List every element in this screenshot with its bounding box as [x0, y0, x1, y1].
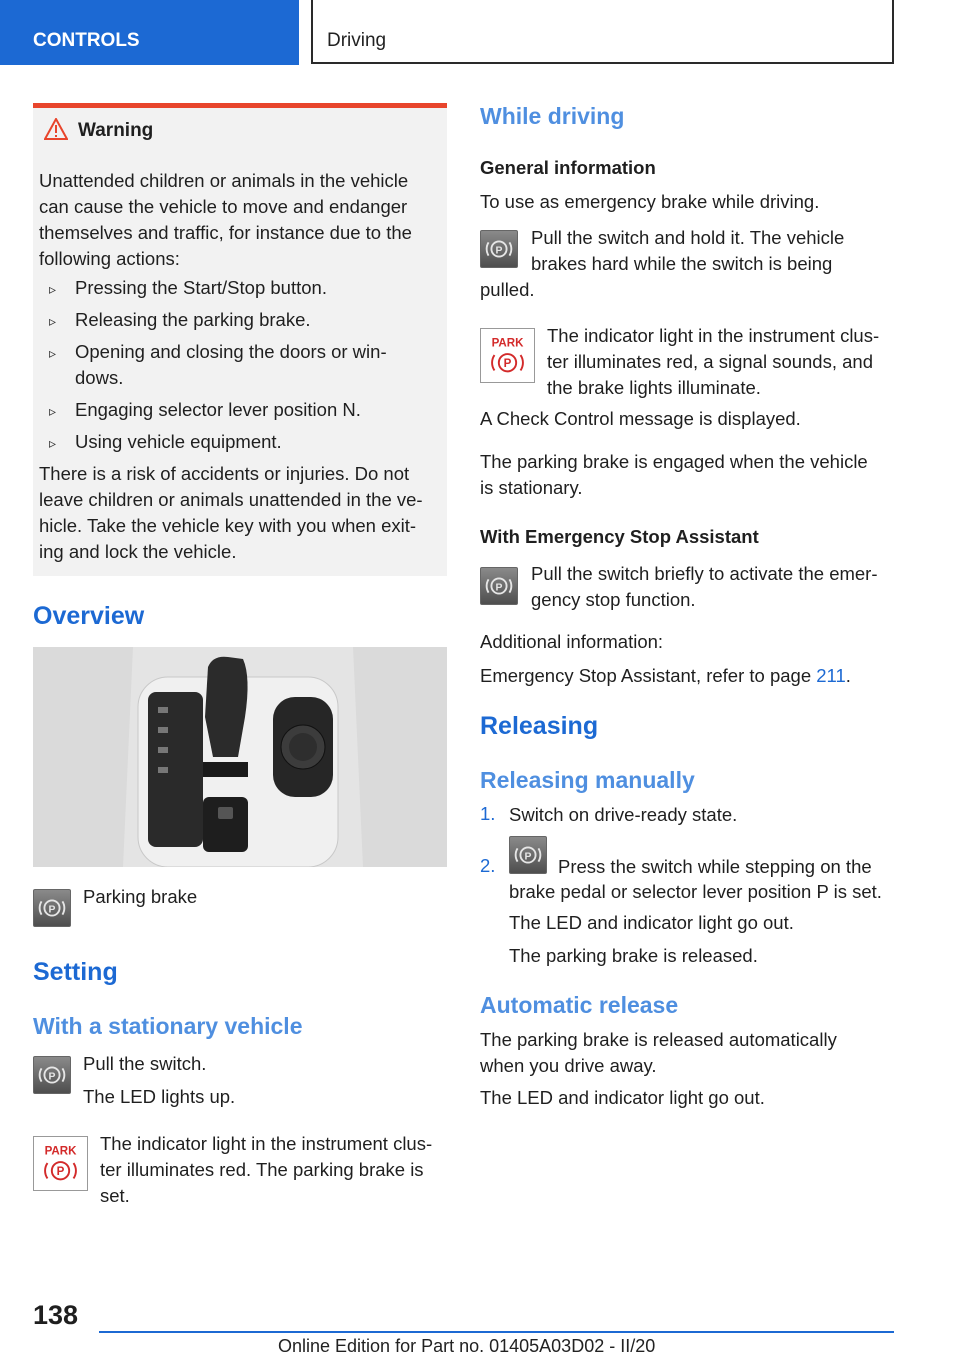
- release-step-2: Press the switch while stepping on the: [558, 856, 872, 877]
- svg-text:P: P: [48, 1071, 56, 1083]
- release-step-2-result: The parking brake is released.: [509, 945, 758, 966]
- list-item: Engaging selector lever position N.: [75, 399, 361, 420]
- overview-heading: Overview: [33, 602, 145, 630]
- releasing-heading: Releasing: [480, 712, 599, 740]
- svg-text:PARK: PARK: [44, 1145, 77, 1158]
- driving-pull-text: Pull the switch and hold it. The vehicle brakes hard while the switch is being: [531, 227, 845, 274]
- driving-pull-text-end: pulled.: [480, 279, 535, 300]
- bullet-icon: ▹: [49, 313, 57, 329]
- warning-outro: There is a risk of accidents or injuries. Do not leave children or animals unattended in the ve- hicle. Take the vehicle key with you when exit- ing and lock the vehicle.: [39, 463, 423, 562]
- warning-intro: Unattended children or animals in the vehicle can cause the vehicle to move and endanger themselves and traffic, for instance due to the following actions:: [39, 170, 412, 269]
- svg-text:P: P: [48, 904, 56, 916]
- automatic-release-heading: Automatic release: [480, 992, 679, 1018]
- footer-divider: [99, 1331, 894, 1333]
- bullet-icon: ▹: [49, 345, 57, 361]
- driving-indicator-text: The indicator light in the instrument clus- ter illuminates red, a signal sounds, and the brake lights illuminate.: [547, 325, 880, 398]
- step-number: 2.: [480, 855, 496, 876]
- step-number: 1.: [480, 803, 496, 824]
- esa-heading: With Emergency Stop Assistant: [480, 526, 759, 547]
- photo-caption: Parking brake: [83, 886, 198, 907]
- bullet-icon: ▹: [49, 435, 57, 451]
- release-step-1: Switch on drive-ready state.: [509, 804, 738, 825]
- svg-text:P: P: [495, 582, 503, 594]
- release-step-2-result: The LED and indicator light go out.: [509, 912, 794, 933]
- check-control-text: A Check Control message is displayed.: [480, 408, 801, 429]
- list-item: Using vehicle equipment.: [75, 431, 282, 452]
- center-console-photo: [33, 647, 447, 867]
- parking-brake-button-icon: [33, 889, 71, 927]
- svg-text:P: P: [495, 245, 503, 257]
- setting-indicator-text: The indicator light in the instrument clus- ter illuminates red. The parking brake is set.: [100, 1133, 433, 1206]
- engaged-text: The parking brake is engaged when the vehicle is stationary.: [480, 451, 868, 498]
- list-item: Opening and closing the doors or win- dows.: [75, 341, 387, 388]
- warning-title: Warning: [78, 120, 154, 141]
- chapter-title: Driving: [327, 30, 387, 51]
- esa-reference: Emergency Stop Assistant, refer to page 211.: [480, 665, 851, 686]
- svg-text:P: P: [503, 358, 512, 371]
- stationary-subheading: With a stationary vehicle: [33, 1013, 303, 1039]
- general-info-heading: General information: [480, 157, 656, 178]
- parking-brake-button-icon: [509, 836, 547, 874]
- svg-text:PARK: PARK: [491, 337, 524, 350]
- parking-brake-button-icon: [480, 567, 518, 605]
- setting-step: Pull the switch.: [83, 1053, 207, 1074]
- page-number: 138: [33, 1300, 79, 1330]
- warning-triangle-icon: [44, 118, 68, 140]
- esa-text: Pull the switch briefly to activate the emer- gency stop function.: [531, 563, 878, 610]
- warning-box: [33, 103, 447, 576]
- footer-edition: Online Edition for Part no. 01405A03D02 - II/20: [278, 1336, 656, 1356]
- svg-text:P: P: [524, 851, 532, 863]
- auto-release-text: The parking brake is released automatically when you drive away.: [480, 1029, 837, 1076]
- svg-text:P: P: [56, 1166, 65, 1179]
- list-item: Releasing the parking brake.: [75, 309, 311, 330]
- parking-brake-button-icon: [33, 1056, 71, 1094]
- bullet-icon: ▹: [49, 403, 57, 419]
- releasing-manually-heading: Releasing manually: [480, 767, 695, 793]
- while-driving-heading: While driving: [480, 103, 625, 129]
- chapter-tab: [311, 0, 894, 64]
- list-item: Pressing the Start/Stop button.: [75, 277, 327, 298]
- park-indicator-icon: [33, 1136, 88, 1191]
- section-tab: [0, 0, 299, 65]
- page-ref-link[interactable]: 211: [816, 665, 846, 686]
- parking-brake-button-icon: [480, 230, 518, 268]
- setting-heading: Setting: [33, 958, 118, 986]
- auto-release-end: The LED and indicator light go out.: [480, 1087, 765, 1108]
- additional-info-text: Additional information:: [480, 631, 664, 652]
- setting-step: The LED lights up.: [83, 1086, 236, 1107]
- bullet-icon: ▹: [49, 281, 57, 297]
- release-step-2-cont: brake pedal or selector lever position P is set.: [509, 881, 882, 902]
- park-indicator-icon: [480, 328, 535, 383]
- console-illustration: [33, 647, 447, 867]
- driving-use-text: To use as emergency brake while driving.: [480, 191, 820, 212]
- section-title: CONTROLS: [33, 30, 140, 51]
